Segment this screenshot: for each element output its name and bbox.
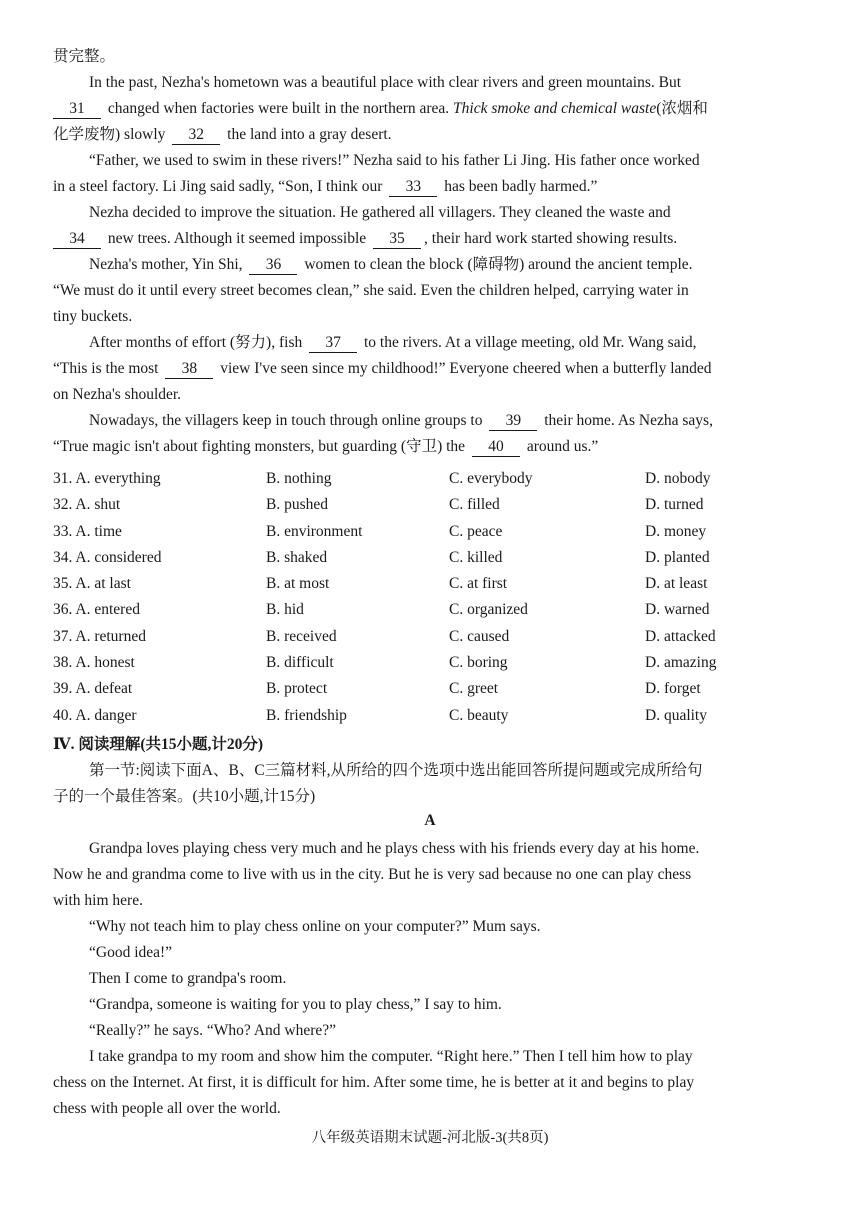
option-c: C. greet [449,680,499,698]
passage-text: “This is the most [53,360,159,377]
option-b: B. received [266,627,337,645]
passage-a-line: Grandpa loves playing chess very much and he plays chess with his friends every day at his home. [89,840,700,857]
option-a: 35. A. at last [53,575,131,593]
passage-a-line: chess on the Internet. At first, it is difficult for him. After some time, he is better at it and begins to play [53,1074,695,1091]
passage-line: on Nezha's shoulder. [53,386,182,403]
instruction-line: 子的一个最佳答案。(共10小题,计15分) [53,788,316,805]
passage-text: has been badly harmed.” [444,178,598,195]
passage-line: Nezha decided to improve the situation. He gathered all villagers. They cleaned the waste and [89,204,671,221]
passage-a-line: “Really?” he says. “Who? And where?” [89,1022,337,1039]
option-b: B. nothing [266,470,332,487]
passage-a-line: “Grandpa, someone is waiting for you to play chess,” I say to him. [89,996,502,1013]
option-b: B. at most [266,575,330,593]
option-b: B. friendship [266,706,347,724]
cloze-passage [53,44,809,460]
section-instructions [53,758,809,810]
passage-text: Nowadays, the villagers keep in touch through online groups to [89,412,483,429]
option-d: D. nobody [645,470,711,487]
passage-line [53,96,809,122]
options-table [53,470,813,733]
instruction-line: 第一节:阅读下面A、B、C三篇材料,从所给的四个选项中选出能回答所提问题或完成所给句 [89,762,703,779]
option-c: C. beauty [449,706,509,724]
option-c: C. filled [449,496,500,514]
page-footer: 八年级英语期末试题-河北版-3(共8页) [311,1130,549,1146]
passage-line [53,330,809,356]
passage-text: (浓烟和 [656,100,708,117]
passage-text: to the rivers. At a village meeting, old Mr. Wang said, [363,334,697,351]
passage-line: “Father, we used to swim in these rivers!” Nezha said to his father Li Jing. His father once worked [89,152,700,169]
passage-line: “We must do it until every street becomes clean,” she said. Even the children helped, carrying water in [53,282,689,299]
passage-a [53,836,809,1122]
option-d: D. money [645,522,707,540]
passage-a-line: Now he and grandma come to live with us in the city. But he is very sad because no one can play chess [53,866,692,883]
option-c: C. organized [449,601,528,619]
passage-label: A [424,812,436,829]
option-b: B. pushed [266,496,328,514]
passage-line [53,174,809,200]
passage-text: around us.” [526,438,599,455]
passage-text: in a steel factory. Li Jing said sadly, “Son, I think our [53,178,383,195]
option-d: D. amazing [645,654,717,672]
section-title: Ⅳ. 阅读理解(共15小题,计20分) [53,736,264,753]
option-d: D. planted [645,548,710,566]
option-a: 36. A. entered [53,601,140,619]
option-d: D. forget [645,680,701,698]
option-a: 40. A. danger [53,706,137,724]
option-row [53,680,813,706]
blank-34: 34 [53,230,101,249]
option-d: D. quality [645,706,707,724]
passage-text: women to clean the block (障碍物) around the ancient temple. [304,256,693,273]
blank-36: 36 [249,256,297,275]
option-b: B. protect [266,680,328,698]
option-b: B. difficult [266,654,334,672]
option-row [53,549,813,575]
passage-a-line: I take grandpa to my room and show him the computer. “Right here.” Then I tell him how to play [89,1048,693,1065]
option-b: B. environment [266,522,363,540]
option-row [53,523,813,549]
option-row [53,707,813,733]
passage-text: “True magic isn't about fighting monsters, but guarding (守卫) the [53,438,466,455]
option-c: C. caused [449,627,510,645]
option-a: 31. A. everything [53,470,161,487]
option-a: 38. A. honest [53,654,135,672]
passage-text: view I've seen since my childhood!” Everyone cheered when a butterfly landed [220,360,712,377]
passage-text: the land into a gray desert. [227,126,392,143]
passage-italic-text: Thick smoke and chemical waste [453,100,657,117]
passage-text: their home. As Nezha says, [544,412,713,429]
blank-37: 37 [309,334,357,353]
passage-line: In the past, Nezha's hometown was a beautiful place with clear rivers and green mountains. But [89,74,682,91]
option-a: 39. A. defeat [53,680,133,698]
option-a: 34. A. considered [53,548,162,566]
option-c: C. peace [449,522,503,540]
option-c: C. boring [449,654,508,672]
passage-text: After months of effort (努力), fish [89,334,303,351]
option-row [53,470,813,496]
option-b: B. shaked [266,548,328,566]
passage-text: changed when factories were built in the northern area. [107,100,450,117]
passage-text: 化学废物) slowly [53,126,166,143]
passage-line [53,356,809,382]
passage-a-line: Then I come to grandpa's room. [89,970,287,987]
passage-a-line: “Good idea!” [89,944,173,961]
passage-a-line: with him here. [53,892,143,909]
option-row [53,575,813,601]
option-c: C. killed [449,548,503,566]
option-d: D. turned [645,496,704,514]
passage-a-line: chess with people all over the world. [53,1100,281,1117]
passage-a-line: “Why not teach him to play chess online on your computer?” Mum says. [89,918,541,935]
option-a: 33. A. time [53,522,122,540]
option-b: B. hid [266,601,304,619]
option-row [53,654,813,680]
option-row [53,496,813,522]
option-row [53,628,813,654]
passage-line [53,226,809,252]
option-d: D. at least [645,575,708,593]
blank-32: 32 [172,126,220,145]
option-a: 37. A. returned [53,627,146,645]
passage-line [53,122,809,148]
passage-text: , their hard work started showing results. [424,230,678,247]
blank-35: 35 [373,230,421,249]
blank-38: 38 [165,360,213,379]
passage-text: Nezha's mother, Yin Shi, [89,256,243,273]
passage-line [53,434,809,460]
option-c: C. everybody [449,470,533,487]
passage-line [53,252,809,278]
passage-line: 贯完整。 [53,48,116,65]
blank-39: 39 [489,412,537,431]
option-d: D. attacked [645,627,716,645]
passage-line [53,408,809,434]
blank-40: 40 [472,438,520,457]
option-row [53,601,813,627]
option-c: C. at first [449,575,508,593]
passage-text: new trees. Although it seemed impossible [107,230,367,247]
blank-33: 33 [389,178,437,197]
passage-line: tiny buckets. [53,308,133,325]
option-d: D. warned [645,601,710,619]
blank-31: 31 [53,100,101,119]
option-a: 32. A. shut [53,496,121,514]
